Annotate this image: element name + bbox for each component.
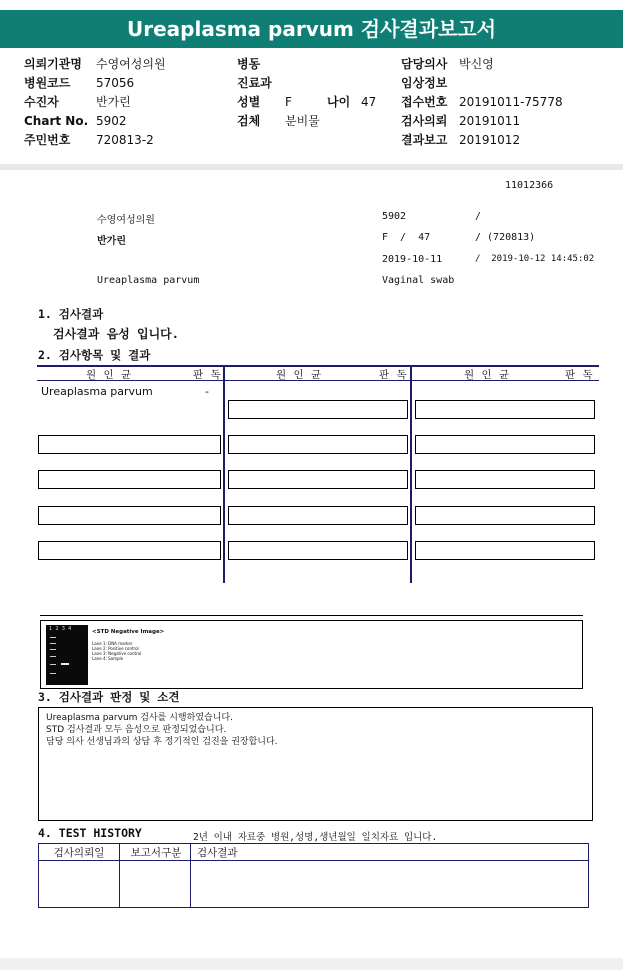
- patient-value: 반가린: [96, 95, 131, 109]
- receipt-label: 접수번호: [401, 95, 448, 109]
- result-organism: Ureaplasma parvum: [41, 385, 153, 398]
- sex-value: F: [285, 95, 292, 109]
- history-note: 2년 이내 자료중 병원,성명,생년월일 일치자료 입니다.: [193, 832, 438, 843]
- hospital-code-label: 병원코드: [24, 76, 71, 90]
- col-judgment-header-1: 판 독: [193, 369, 223, 381]
- section3-heading: 3. 검사결과 판정 및 소견: [38, 690, 180, 704]
- col-judgment-header-2: 판 독: [379, 369, 409, 381]
- gel-top-rule: [40, 615, 583, 616]
- result-cell: [228, 541, 408, 560]
- gel-band: [50, 664, 56, 665]
- request-label: 검사의뢰: [401, 114, 448, 128]
- dept-label: 진료과: [237, 76, 272, 90]
- result-cell: [228, 506, 408, 525]
- body-date1: 2019-10-11: [382, 254, 443, 265]
- gel-electrophoresis-image: [46, 625, 88, 685]
- history-col-divider: [190, 844, 191, 907]
- chart-value: 5902: [96, 114, 127, 128]
- receipt-value: 20191011-75778: [459, 95, 563, 109]
- history-col-type: 보고서구분: [130, 847, 182, 859]
- results-col-divider-2: [410, 365, 412, 583]
- header-col-1: [24, 56, 166, 148]
- col-organism-header-3: 원 인 균: [464, 369, 512, 381]
- gel-caption: <STD Negative Image>: [92, 629, 165, 635]
- result-cell: [38, 435, 221, 454]
- gel-legend-item: Lane 4: Sample: [92, 656, 124, 661]
- result-cell: [38, 506, 221, 525]
- history-header-row: [39, 844, 588, 861]
- body-slash: /: [475, 211, 482, 222]
- body-sex-age: F / 47: [382, 232, 431, 243]
- col-judgment-header-3: 판 독: [565, 369, 595, 381]
- opinion-line: Ureaplasma parvum 검사를 시행하였습니다.: [46, 713, 233, 723]
- body-specimen: Vaginal swab: [382, 275, 455, 286]
- result-cell: [228, 400, 408, 419]
- section4-heading: 4. TEST HISTORY: [38, 826, 142, 840]
- body-test-name: Ureaplasma parvum: [97, 275, 200, 286]
- gel-band: [50, 673, 56, 674]
- gel-image-frame: [40, 620, 583, 689]
- sex-label: 성별: [237, 95, 261, 109]
- doctor-label: 담당의사: [401, 57, 448, 71]
- age-label: 나이: [327, 95, 351, 109]
- gel-lane-numbers: 1 2 3 4: [49, 626, 72, 632]
- result-cell: [415, 541, 595, 560]
- gel-band: [50, 637, 56, 638]
- col-organism-header-1: 원 인 균: [86, 369, 134, 381]
- header-col-3: [401, 56, 563, 148]
- patient-label: 수진자: [24, 95, 59, 109]
- history-col-result: 검사결과: [197, 847, 238, 859]
- opinion-box: [38, 707, 593, 821]
- gel-legend-item: Lane 2: Positive control: [92, 646, 139, 651]
- col-organism-header-2: 원 인 균: [276, 369, 324, 381]
- doctor-value: 박신영: [459, 57, 494, 71]
- header-divider: [0, 164, 623, 170]
- section1-heading: 1. 검사결과: [38, 307, 104, 321]
- result-cell: [228, 470, 408, 489]
- gel-band: [50, 643, 56, 644]
- gel-band: [61, 663, 69, 665]
- body-date2: / 2019-10-12 14:45:02: [475, 254, 595, 264]
- hospital-code-value: 57056: [96, 76, 135, 90]
- report-title: Ureaplasma parvum 검사결과보고서: [0, 10, 623, 48]
- result-cell: [38, 470, 221, 489]
- specimen-value: 분비물: [285, 114, 320, 128]
- results-col-divider-1: [223, 365, 225, 583]
- header-col-2: [237, 56, 376, 129]
- institution-value: 수영여성의원: [96, 57, 166, 71]
- result-cell: [415, 435, 595, 454]
- rrn-value: 720813-2: [96, 133, 154, 147]
- result-cell: [415, 470, 595, 489]
- institution-label: 의뢰기관명: [24, 57, 82, 71]
- gel-band: [50, 649, 56, 650]
- opinion-line: 담당 의사 선생님과의 상담 후 정기적인 검진을 권장합니다.: [46, 737, 278, 747]
- body-chart: 5902: [382, 211, 407, 222]
- history-col-divider: [119, 844, 120, 907]
- rrn-label: 주민번호: [24, 133, 71, 147]
- result-cell: [415, 506, 595, 525]
- gel-legend-item: Lane 1: DNA marker: [92, 641, 133, 646]
- specimen-label: 검체: [237, 114, 261, 128]
- opinion-line: STD 검사결과 모두 음성으로 판정되었습니다.: [46, 725, 227, 735]
- body-rrn: / (720813): [475, 232, 536, 243]
- result-cell: [38, 541, 221, 560]
- age-value: 47: [361, 95, 377, 109]
- request-value: 20191011: [459, 114, 521, 128]
- clinical-label: 임상정보: [401, 76, 448, 90]
- history-col-date: 검사의뢰일: [53, 847, 105, 859]
- chart-label: Chart No.: [24, 114, 89, 128]
- result-cell: [415, 400, 595, 419]
- report-value: 20191012: [459, 133, 521, 147]
- section2-heading: 2. 검사항목 및 결과: [38, 348, 151, 362]
- gel-legend: [92, 641, 141, 661]
- body-patient: 반가린: [97, 236, 126, 247]
- body-clinic: 수영여성의원: [97, 215, 155, 226]
- gel-legend-item: Lane 3: Negative control: [92, 651, 142, 656]
- report-label: 결과보고: [401, 133, 448, 147]
- section1-result: 검사결과 음성 입니다.: [53, 327, 180, 341]
- result-judgment: -: [205, 385, 209, 398]
- gel-band: [50, 656, 56, 657]
- result-cell: [228, 435, 408, 454]
- ward-label: 병동: [237, 57, 261, 71]
- id-number: 11012366: [505, 180, 554, 191]
- history-table: [38, 843, 589, 908]
